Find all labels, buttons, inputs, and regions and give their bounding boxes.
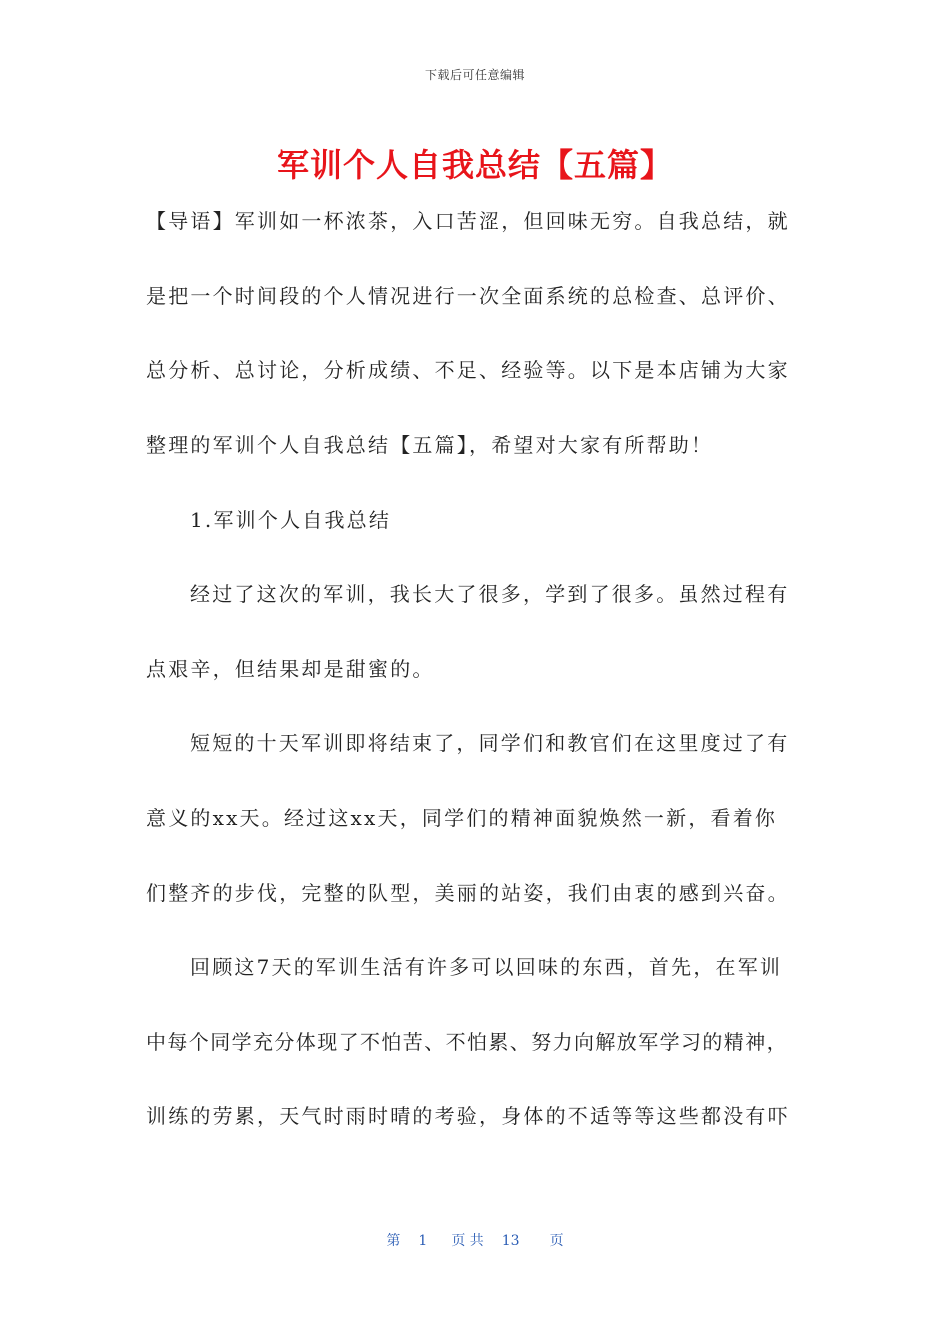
paragraph-line: 回顾这7天的军训生活有许多可以回味的东西，首先，在军训 xyxy=(190,955,783,979)
intro-line-2: 是把一个时间段的个人情况进行一次全面系统的总检查、总评价、 xyxy=(146,284,790,308)
footer-suffix: 页 xyxy=(549,1233,564,1249)
paragraph-line: 意义的xx天。经过这xx天，同学们的精神面貌焕然一新，看着你 xyxy=(146,806,778,830)
paragraph-line: 短短的十天军训即将结束了，同学们和教官们在这里度过了有 xyxy=(190,731,790,755)
footer-prefix: 第 xyxy=(386,1233,401,1249)
footer-page-number: 1 xyxy=(418,1233,428,1249)
paragraph-line: 们整齐的步伐，完整的队型，美丽的站姿，我们由衷的感到兴奋。 xyxy=(146,881,790,905)
header-note: 下载后可任意编辑 xyxy=(424,68,525,82)
paragraph-line: 训练的劳累，天气时雨时晴的考验，身体的不适等等这些都没有吓 xyxy=(146,1104,790,1128)
footer-middle: 页 共 xyxy=(451,1233,484,1249)
paragraph-line: 点艰辛，但结果却是甜蜜的。 xyxy=(146,657,435,681)
paragraph-line: 中每个同学充分体现了不怕苦、不怕累、努力向解放军学习的精神， xyxy=(146,1030,788,1054)
document-title: 军训个人自我总结【五篇】 xyxy=(276,146,673,184)
footer-total-pages: 13 xyxy=(501,1233,520,1249)
section-heading: 1.军训个人自我总结 xyxy=(190,508,392,532)
intro-line-1: 【导语】军训如一杯浓茶，入口苦涩，但回味无穷。自我总结，就 xyxy=(146,209,790,233)
page-footer xyxy=(0,1230,950,1250)
intro-line-3: 总分析、总讨论，分析成绩、不足、经验等。以下是本店铺为大家 xyxy=(146,358,790,382)
intro-line-4: 整理的军训个人自我总结【五篇】，希望对大家有所帮助！ xyxy=(146,433,714,457)
paragraph-line: 经过了这次的军训，我长大了很多，学到了很多。虽然过程有 xyxy=(190,582,790,606)
